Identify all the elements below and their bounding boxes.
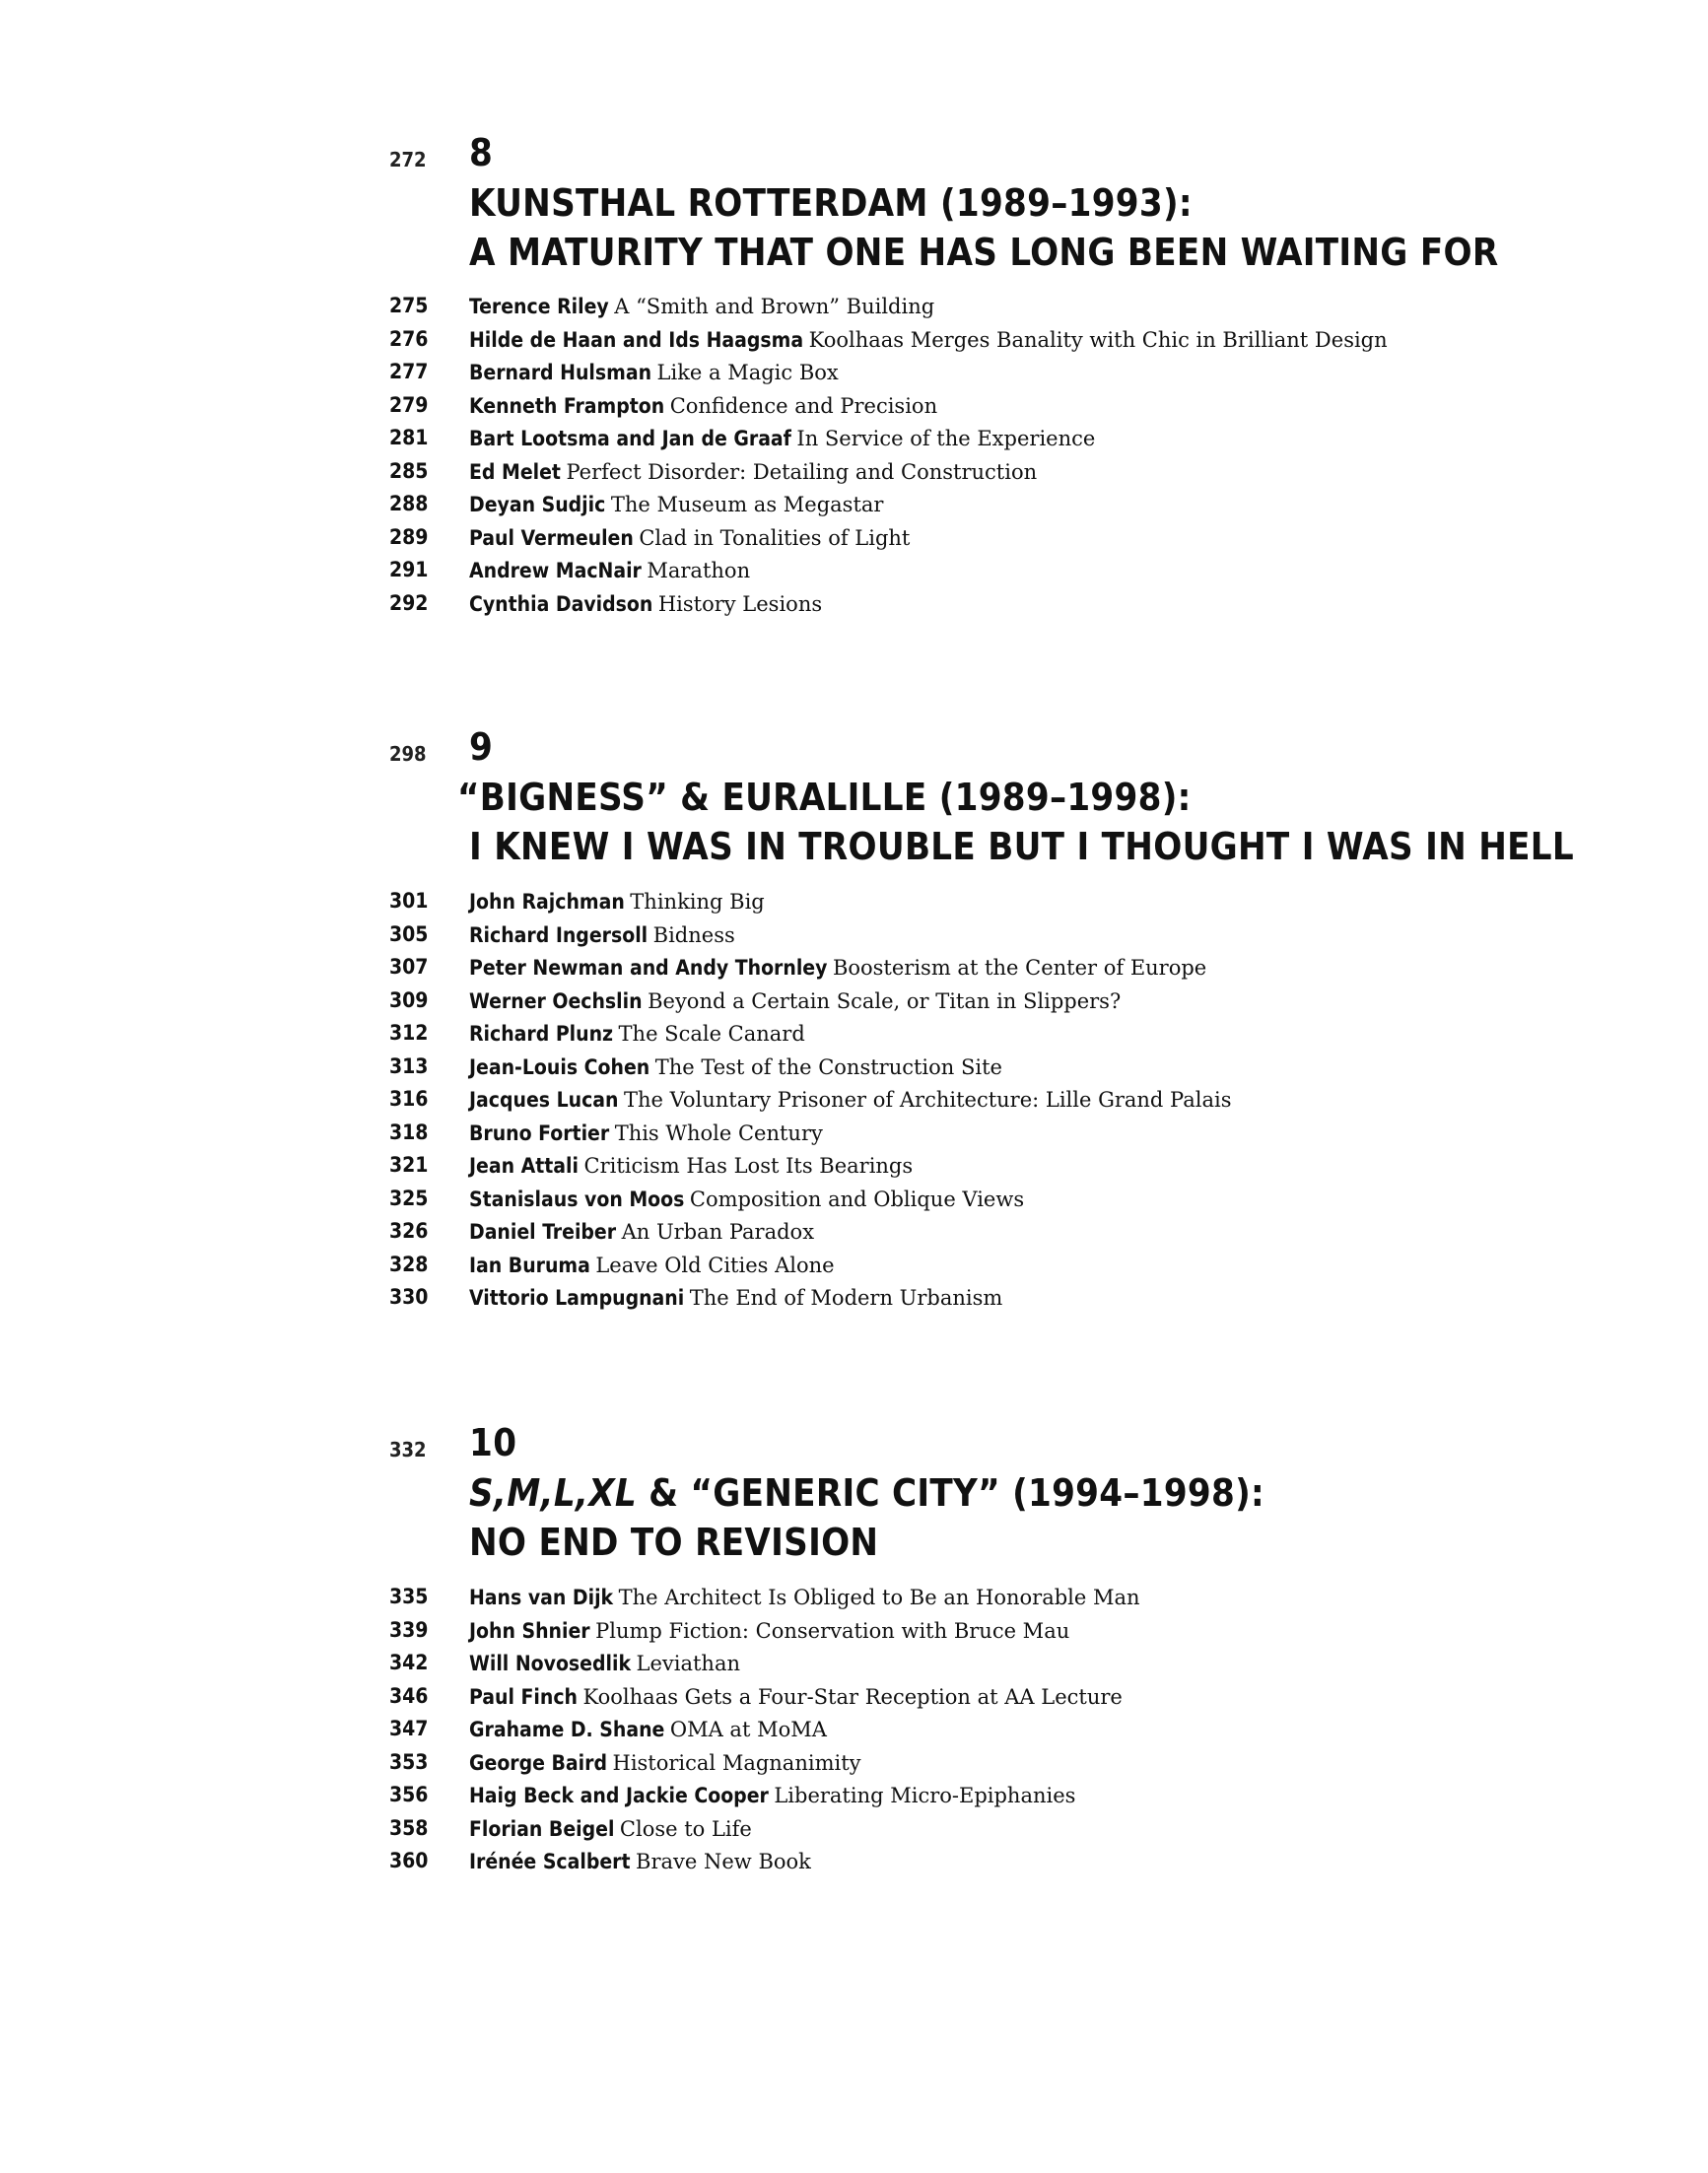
chapter-title: [469, 178, 1499, 277]
entry-page: 330: [389, 1285, 429, 1309]
entry-page: 342: [389, 1651, 429, 1674]
entry-title: Composition and Oblique Views: [689, 1187, 1025, 1211]
entry-page: 353: [389, 1749, 429, 1774]
chapter-title-line: “BIGNESS” & EURALILLE (1989–1998):: [457, 776, 1192, 819]
entry-author: John Rajchman: [469, 890, 625, 914]
entry-page: 288: [389, 492, 429, 515]
entry-page: 309: [389, 987, 429, 1012]
toc-entry[interactable]: [0, 1253, 1708, 1286]
toc-entry[interactable]: [0, 1684, 1708, 1718]
chapter-title: [469, 1468, 1264, 1567]
entry-page: 321: [389, 1153, 429, 1177]
entry-page: 292: [389, 590, 429, 615]
book-title-italic: S,M,L,XL: [469, 1471, 637, 1515]
entry-author: Bruno Fortier: [469, 1120, 610, 1145]
entry-page: 277: [389, 360, 429, 383]
entry-author: Irénée Scalbert: [469, 1850, 631, 1873]
toc-entry[interactable]: [0, 1054, 1708, 1088]
entry-title: Leviathan: [636, 1652, 740, 1675]
entry-page: 360: [389, 1849, 429, 1872]
entry-title: In Service of the Experience: [796, 427, 1096, 450]
entry-author: Andrew MacNair: [469, 559, 642, 582]
entry-list: [0, 1585, 1708, 1882]
toc-entry[interactable]: [0, 525, 1708, 559]
entry-title: Marathon: [647, 559, 751, 582]
entry-page: 313: [389, 1053, 429, 1078]
chapter-title-line: I KNEW I WAS IN TROUBLE BUT I THOUGHT I WAS IN HELL: [469, 825, 1574, 868]
entry-author: Ed Melet: [469, 459, 561, 484]
entry-author: Florian Beigel: [469, 1816, 615, 1841]
toc-entry[interactable]: [0, 1153, 1708, 1187]
entry-author: Grahame D. Shane: [469, 1718, 665, 1741]
entry-title: Thinking Big: [630, 890, 765, 914]
toc-entry[interactable]: [0, 955, 1708, 988]
toc-entry[interactable]: [0, 889, 1708, 922]
entry-author: Stanislaus von Moos: [469, 1187, 685, 1211]
entry-author: Jean-Louis Cohen: [469, 1054, 650, 1079]
entry-title: Leave Old Cities Alone: [595, 1253, 835, 1277]
toc-entry[interactable]: [0, 1120, 1708, 1154]
entry-author: Haig Beck and Jackie Cooper: [469, 1784, 769, 1807]
entry-title: OMA at MoMA: [669, 1718, 827, 1741]
toc-entry[interactable]: [0, 1816, 1708, 1850]
entry-author: Richard Ingersoll: [469, 922, 649, 947]
chapter-title-line: KUNSTHAL ROTTERDAM (1989–1993):: [469, 181, 1193, 225]
toc-entry[interactable]: [0, 294, 1708, 327]
toc-entry[interactable]: [0, 492, 1708, 525]
chapter-title: [457, 773, 1574, 871]
entry-title: An Urban Paradox: [621, 1220, 815, 1244]
entry-author: Cynthia Davidson: [469, 591, 653, 616]
entry-page: 325: [389, 1186, 429, 1210]
entry-page: 346: [389, 1683, 429, 1708]
entry-page: 307: [389, 955, 429, 979]
toc-entry[interactable]: [0, 1219, 1708, 1253]
entry-title: This Whole Century: [614, 1120, 823, 1145]
entry-title: The Museum as Megastar: [610, 493, 884, 516]
entry-author: George Baird: [469, 1750, 607, 1775]
entry-page: 289: [389, 524, 429, 549]
entry-page: 318: [389, 1120, 429, 1144]
entry-title: Brave New Book: [636, 1850, 811, 1873]
entry-author: Deyan Sudjic: [469, 493, 606, 516]
toc-entry[interactable]: [0, 1651, 1708, 1684]
entry-author: Hans van Dijk: [469, 1586, 614, 1609]
entry-author: Vittorio Lampugnani: [469, 1286, 685, 1310]
toc-entry[interactable]: [0, 1750, 1708, 1784]
toc-entry[interactable]: [0, 1783, 1708, 1816]
chapter-title-line: A MATURITY THAT ONE HAS LONG BEEN WAITING FOR: [469, 231, 1499, 274]
entry-author: John Shnier: [469, 1618, 590, 1643]
toc-entry[interactable]: [0, 1618, 1708, 1652]
entry-author: Terence Riley: [469, 295, 609, 318]
entry-author: Paul Finch: [469, 1684, 579, 1709]
chapter-page-number: 332: [389, 1438, 427, 1461]
toc-entry[interactable]: [0, 922, 1708, 956]
entry-title: The Voluntary Prisoner of Architecture: Lille Grand Palais: [623, 1088, 1232, 1112]
entry-title: Like a Magic Box: [656, 361, 839, 384]
entry-page: 275: [389, 294, 429, 317]
entry-author: Will Novosedlik: [469, 1652, 632, 1675]
toc-entry[interactable]: [0, 1087, 1708, 1120]
entry-author: Bernard Hulsman: [469, 361, 652, 384]
entry-page: 279: [389, 392, 429, 417]
entry-title: Koolhaas Gets a Four-Star Reception at AA Lecture: [582, 1684, 1123, 1709]
entry-title: Criticism Has Lost Its Bearings: [583, 1154, 914, 1178]
entry-page: 326: [389, 1219, 429, 1243]
entry-title: The Test of the Construction Site: [654, 1054, 1002, 1079]
entry-list: [0, 889, 1708, 1319]
entry-page: 347: [389, 1717, 429, 1740]
entry-page: 328: [389, 1252, 429, 1276]
entry-author: Paul Vermeulen: [469, 525, 634, 550]
entry-title: A “Smith and Brown” Building: [614, 295, 935, 318]
chapter-page-number: 272: [389, 148, 427, 171]
toc-entry[interactable]: [0, 591, 1708, 625]
entry-title: Perfect Disorder: Detailing and Construction: [566, 459, 1038, 484]
entry-title: History Lesions: [657, 591, 823, 616]
entry-title: Historical Magnanimity: [612, 1750, 861, 1775]
entry-title: Confidence and Precision: [669, 393, 938, 418]
entry-page: 301: [389, 889, 429, 913]
toc-entry[interactable]: [0, 393, 1708, 427]
entry-author: Werner Oechslin: [469, 988, 643, 1013]
entry-page: 356: [389, 1783, 429, 1806]
toc-entry[interactable]: [0, 1285, 1708, 1319]
entry-page: 335: [389, 1585, 429, 1608]
chapter-number: 10: [469, 1421, 517, 1464]
entry-author: Richard Plunz: [469, 1022, 614, 1046]
toc-entry[interactable]: [0, 327, 1708, 361]
chapter-page-number: 298: [389, 742, 427, 766]
entry-title: Koolhaas Merges Banality with Chic in Brilliant Design: [808, 327, 1388, 352]
toc-entry[interactable]: [0, 558, 1708, 591]
entry-page: 316: [389, 1087, 429, 1111]
entry-page: 312: [389, 1021, 429, 1045]
entry-page: 291: [389, 558, 429, 581]
entry-author: Peter Newman and Andy Thornley: [469, 956, 828, 980]
entry-page: 339: [389, 1617, 429, 1642]
toc-entry[interactable]: [0, 426, 1708, 459]
toc-entry[interactable]: [0, 459, 1708, 493]
chapter-number: 8: [469, 131, 494, 174]
toc-entry[interactable]: [0, 1187, 1708, 1220]
entry-page: 305: [389, 921, 429, 946]
entry-page: 285: [389, 458, 429, 483]
toc-entry[interactable]: [0, 1021, 1708, 1054]
entry-author: Hilde de Haan and Ids Haagsma: [469, 327, 804, 352]
entry-author: Daniel Treiber: [469, 1220, 617, 1244]
entry-title: Bidness: [652, 922, 735, 947]
entry-page: 276: [389, 326, 429, 351]
toc-entry[interactable]: [0, 1849, 1708, 1882]
entry-title: Liberating Micro-Epiphanies: [774, 1784, 1076, 1807]
entry-title: The End of Modern Urbanism: [689, 1286, 1003, 1310]
chapter-title-line: [469, 1468, 1264, 1518]
toc-entry[interactable]: [0, 360, 1708, 393]
toc-entry[interactable]: [0, 1717, 1708, 1750]
entry-page: 281: [389, 426, 429, 449]
entry-page: 358: [389, 1815, 429, 1840]
entry-author: Bart Lootsma and Jan de Graaf: [469, 427, 791, 450]
entry-title: Close to Life: [619, 1816, 752, 1841]
chapter-number: 9: [469, 725, 494, 769]
entry-author: Kenneth Frampton: [469, 393, 665, 418]
entry-author: Jacques Lucan: [469, 1088, 619, 1112]
chapter-title-line: NO END TO REVISION: [469, 1521, 879, 1564]
entry-title: The Architect Is Obliged to Be an Honorable Man: [618, 1586, 1140, 1609]
entry-list: [0, 294, 1708, 624]
entry-title: Boosterism at the Center of Europe: [832, 956, 1207, 980]
entry-title: Plump Fiction: Conservation with Bruce Mau: [595, 1618, 1070, 1643]
chapter-title-rest: & “GENERIC CITY” (1994–1998):: [636, 1471, 1264, 1515]
toc-entry[interactable]: [0, 1585, 1708, 1618]
entry-author: Ian Buruma: [469, 1253, 590, 1277]
entry-author: Jean Attali: [469, 1154, 579, 1178]
entry-title: Clad in Tonalities of Light: [639, 525, 911, 550]
entry-title: Beyond a Certain Scale, or Titan in Slippers?: [648, 988, 1122, 1013]
entry-title: The Scale Canard: [618, 1022, 805, 1046]
toc-entry[interactable]: [0, 988, 1708, 1022]
